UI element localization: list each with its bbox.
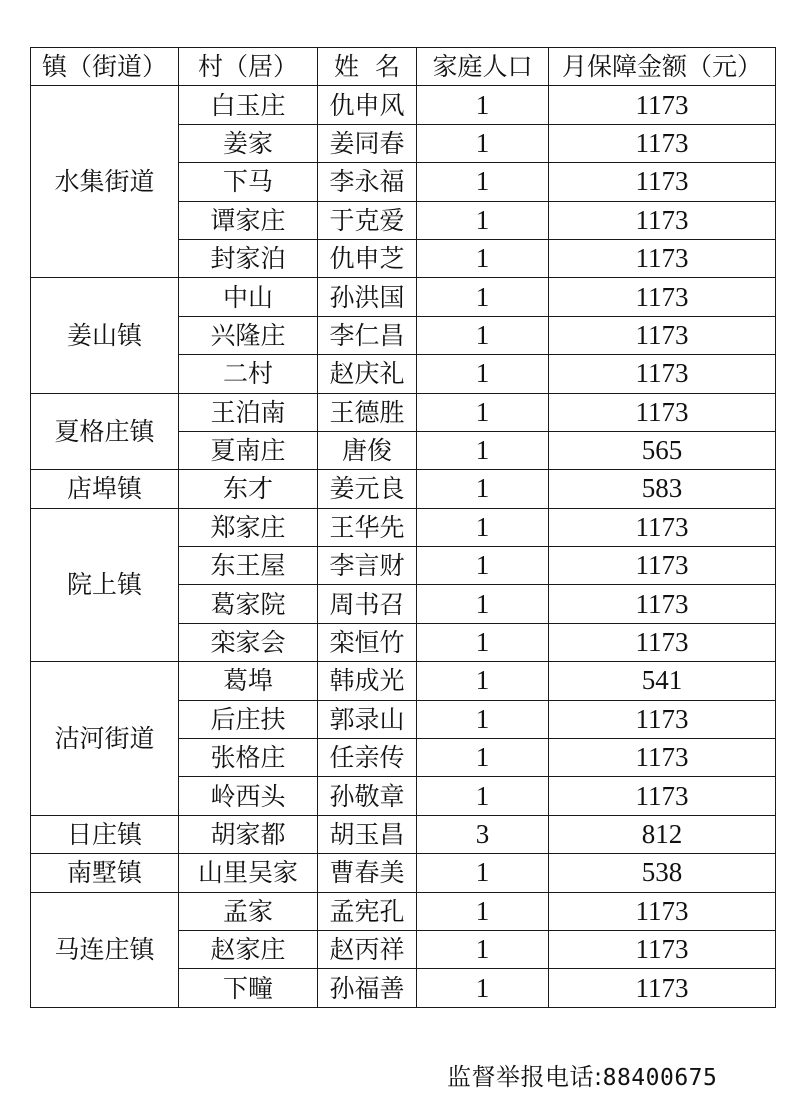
name-cell: 姜同春 bbox=[318, 124, 417, 162]
household-size-cell: 1 bbox=[417, 700, 549, 738]
name-cell: 李永福 bbox=[318, 163, 417, 201]
header-town: 镇（街道） bbox=[31, 48, 179, 86]
village-cell: 姜家 bbox=[179, 124, 318, 162]
household-size-cell: 1 bbox=[417, 623, 549, 661]
household-size-cell: 3 bbox=[417, 815, 549, 853]
town-cell: 夏格庄镇 bbox=[31, 393, 179, 470]
monthly-amount-cell: 1173 bbox=[549, 739, 776, 777]
name-cell: 周书召 bbox=[318, 585, 417, 623]
household-size-cell: 1 bbox=[417, 547, 549, 585]
monthly-amount-cell: 1173 bbox=[549, 393, 776, 431]
header-monthly-amount: 月保障金额（元） bbox=[549, 48, 776, 86]
monthly-amount-cell: 1173 bbox=[549, 777, 776, 815]
monthly-amount-cell: 1173 bbox=[549, 547, 776, 585]
name-cell: 赵丙祥 bbox=[318, 930, 417, 968]
village-cell: 下马 bbox=[179, 163, 318, 201]
household-size-cell: 1 bbox=[417, 777, 549, 815]
name-cell: 仇申芝 bbox=[318, 239, 417, 277]
monthly-amount-cell: 1173 bbox=[549, 930, 776, 968]
village-cell: 山里吴家 bbox=[179, 854, 318, 892]
table-row bbox=[31, 278, 776, 316]
town-cell: 院上镇 bbox=[31, 508, 179, 662]
monthly-amount-cell: 1173 bbox=[549, 201, 776, 239]
header-household-size: 家庭人口 bbox=[417, 48, 549, 86]
town-cell: 姜山镇 bbox=[31, 278, 179, 393]
village-cell: 王泊南 bbox=[179, 393, 318, 431]
monthly-amount-cell: 1173 bbox=[549, 508, 776, 546]
village-cell: 兴隆庄 bbox=[179, 316, 318, 354]
name-cell: 于克爱 bbox=[318, 201, 417, 239]
header-name: 姓 名 bbox=[318, 48, 417, 86]
monthly-amount-cell: 565 bbox=[549, 431, 776, 469]
name-cell: 王华先 bbox=[318, 508, 417, 546]
monthly-amount-cell: 1173 bbox=[549, 585, 776, 623]
household-size-cell: 1 bbox=[417, 316, 549, 354]
household-size-cell: 1 bbox=[417, 508, 549, 546]
name-cell: 王德胜 bbox=[318, 393, 417, 431]
subsidy-table-container bbox=[30, 47, 776, 1008]
hotline-number: 88400675 bbox=[602, 1065, 718, 1091]
household-size-cell: 1 bbox=[417, 278, 549, 316]
household-size-cell: 1 bbox=[417, 355, 549, 393]
hotline-footer bbox=[447, 1057, 717, 1092]
town-cell: 日庄镇 bbox=[31, 815, 179, 853]
town-cell: 南墅镇 bbox=[31, 854, 179, 892]
name-cell: 姜元良 bbox=[318, 470, 417, 508]
hotline-label: 监督举报电话: bbox=[447, 1063, 603, 1091]
name-cell: 栾恒竹 bbox=[318, 623, 417, 661]
table-row bbox=[31, 508, 776, 546]
table-row bbox=[31, 470, 776, 508]
monthly-amount-cell: 1173 bbox=[549, 124, 776, 162]
name-cell: 韩成光 bbox=[318, 662, 417, 700]
table-row bbox=[31, 854, 776, 892]
monthly-amount-cell: 1173 bbox=[549, 892, 776, 930]
monthly-amount-cell: 538 bbox=[549, 854, 776, 892]
monthly-amount-cell: 1173 bbox=[549, 86, 776, 124]
name-cell: 郭录山 bbox=[318, 700, 417, 738]
table-row bbox=[31, 892, 776, 930]
village-cell: 东王屋 bbox=[179, 547, 318, 585]
household-size-cell: 1 bbox=[417, 969, 549, 1007]
name-cell: 李仁昌 bbox=[318, 316, 417, 354]
name-cell: 胡玉昌 bbox=[318, 815, 417, 853]
village-cell: 赵家庄 bbox=[179, 930, 318, 968]
monthly-amount-cell: 1173 bbox=[549, 623, 776, 661]
town-cell: 店埠镇 bbox=[31, 470, 179, 508]
monthly-amount-cell: 1173 bbox=[549, 239, 776, 277]
village-cell: 岭西头 bbox=[179, 777, 318, 815]
village-cell: 栾家会 bbox=[179, 623, 318, 661]
household-size-cell: 1 bbox=[417, 239, 549, 277]
village-cell: 下疃 bbox=[179, 969, 318, 1007]
village-cell: 谭家庄 bbox=[179, 201, 318, 239]
household-size-cell: 1 bbox=[417, 163, 549, 201]
village-cell: 白玉庄 bbox=[179, 86, 318, 124]
village-cell: 夏南庄 bbox=[179, 431, 318, 469]
name-cell: 赵庆礼 bbox=[318, 355, 417, 393]
table-row bbox=[31, 662, 776, 700]
monthly-amount-cell: 1173 bbox=[549, 278, 776, 316]
monthly-amount-cell: 1173 bbox=[549, 700, 776, 738]
table-header bbox=[31, 48, 776, 86]
subsidy-table bbox=[30, 47, 776, 1008]
household-size-cell: 1 bbox=[417, 431, 549, 469]
monthly-amount-cell: 1173 bbox=[549, 316, 776, 354]
household-size-cell: 1 bbox=[417, 930, 549, 968]
monthly-amount-cell: 1173 bbox=[549, 163, 776, 201]
village-cell: 东才 bbox=[179, 470, 318, 508]
household-size-cell: 1 bbox=[417, 585, 549, 623]
village-cell: 中山 bbox=[179, 278, 318, 316]
village-cell: 葛埠 bbox=[179, 662, 318, 700]
village-cell: 葛家院 bbox=[179, 585, 318, 623]
name-cell: 孙敬章 bbox=[318, 777, 417, 815]
table-body bbox=[31, 86, 776, 1007]
name-cell: 李言财 bbox=[318, 547, 417, 585]
header-row bbox=[31, 48, 776, 86]
village-cell: 后庄扶 bbox=[179, 700, 318, 738]
household-size-cell: 1 bbox=[417, 201, 549, 239]
village-cell: 二村 bbox=[179, 355, 318, 393]
village-cell: 郑家庄 bbox=[179, 508, 318, 546]
town-cell: 马连庄镇 bbox=[31, 892, 179, 1007]
table-row bbox=[31, 86, 776, 124]
name-cell: 曹春美 bbox=[318, 854, 417, 892]
table-row bbox=[31, 815, 776, 853]
village-cell: 封家泊 bbox=[179, 239, 318, 277]
monthly-amount-cell: 812 bbox=[549, 815, 776, 853]
monthly-amount-cell: 583 bbox=[549, 470, 776, 508]
household-size-cell: 1 bbox=[417, 393, 549, 431]
village-cell: 胡家都 bbox=[179, 815, 318, 853]
household-size-cell: 1 bbox=[417, 854, 549, 892]
table-row bbox=[31, 393, 776, 431]
header-village: 村（居） bbox=[179, 48, 318, 86]
town-cell: 沽河街道 bbox=[31, 662, 179, 816]
village-cell: 孟家 bbox=[179, 892, 318, 930]
name-cell: 任亲传 bbox=[318, 739, 417, 777]
household-size-cell: 1 bbox=[417, 124, 549, 162]
town-cell: 水集街道 bbox=[31, 86, 179, 278]
monthly-amount-cell: 1173 bbox=[549, 355, 776, 393]
name-cell: 仇申风 bbox=[318, 86, 417, 124]
name-cell: 孟宪孔 bbox=[318, 892, 417, 930]
village-cell: 张格庄 bbox=[179, 739, 318, 777]
monthly-amount-cell: 1173 bbox=[549, 969, 776, 1007]
household-size-cell: 1 bbox=[417, 470, 549, 508]
name-cell: 孙洪国 bbox=[318, 278, 417, 316]
household-size-cell: 1 bbox=[417, 739, 549, 777]
monthly-amount-cell: 541 bbox=[549, 662, 776, 700]
name-cell: 孙福善 bbox=[318, 969, 417, 1007]
household-size-cell: 1 bbox=[417, 86, 549, 124]
household-size-cell: 1 bbox=[417, 662, 549, 700]
name-cell: 唐俊 bbox=[318, 431, 417, 469]
household-size-cell: 1 bbox=[417, 892, 549, 930]
